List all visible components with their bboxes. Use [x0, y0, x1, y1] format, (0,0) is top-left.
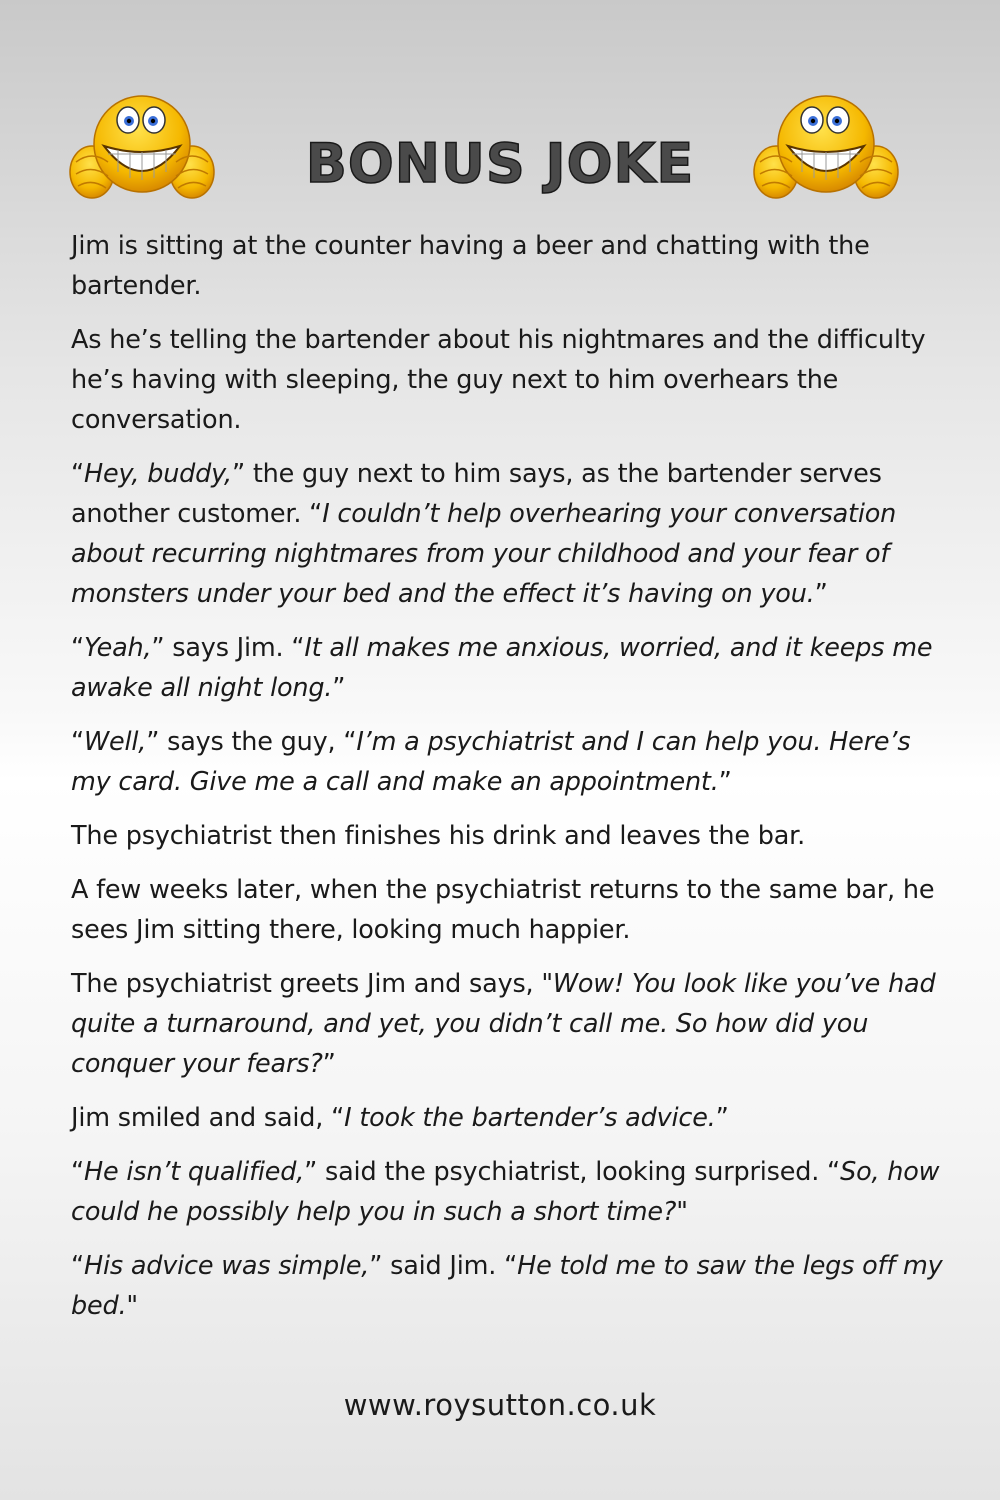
paragraph: “He isn’t qualified,” said the psychiatrist, looking surprised. “So, how could he possibly help you in such a short time?"	[71, 1157, 940, 1227]
paragraph: The psychiatrist then finishes his drink and leaves the bar.	[71, 821, 805, 851]
paragraph: As he’s telling the bartender about his nightmares and the difficulty he’s having with sleeping, the guy next to him overhears the conversation.	[71, 325, 926, 435]
paragraph: The psychiatrist greets Jim and says, "Wow! You look like you’ve had quite a turnaround, and yet, you didn’t call me. So how did you conquer your fears?”	[71, 969, 936, 1079]
joke-text	[71, 226, 951, 1340]
paragraph: “His advice was simple,” said Jim. “He told me to saw the legs off my bed."	[71, 1251, 943, 1321]
paragraph: Jim smiled and said, “I took the bartender’s advice.”	[71, 1103, 729, 1133]
website-url: www.roysutton.co.uk	[343, 1388, 657, 1422]
paragraph: “Hey, buddy,” the guy next to him says, as the bartender serves another customer. “I couldn’t help overhearing your conversation about recurring nightmares from your childhood and your fear of monsters under your bed and the effect it’s having on you.”	[71, 459, 897, 609]
paragraph: “Well,” says the guy, “I’m a psychiatrist and I can help you. Here’s my card. Give me a call and make an appointment.”	[71, 727, 911, 797]
paragraph: Jim is sitting at the counter having a beer and chatting with the bartender.	[71, 231, 870, 301]
paragraph: A few weeks later, when the psychiatrist returns to the same bar, he sees Jim sitting there, looking much happier.	[71, 875, 935, 945]
paragraph: “Yeah,” says Jim. “It all makes me anxious, worried, and it keeps me awake all night long.”	[71, 633, 933, 703]
page-title: BONUS JOKE	[305, 132, 695, 195]
